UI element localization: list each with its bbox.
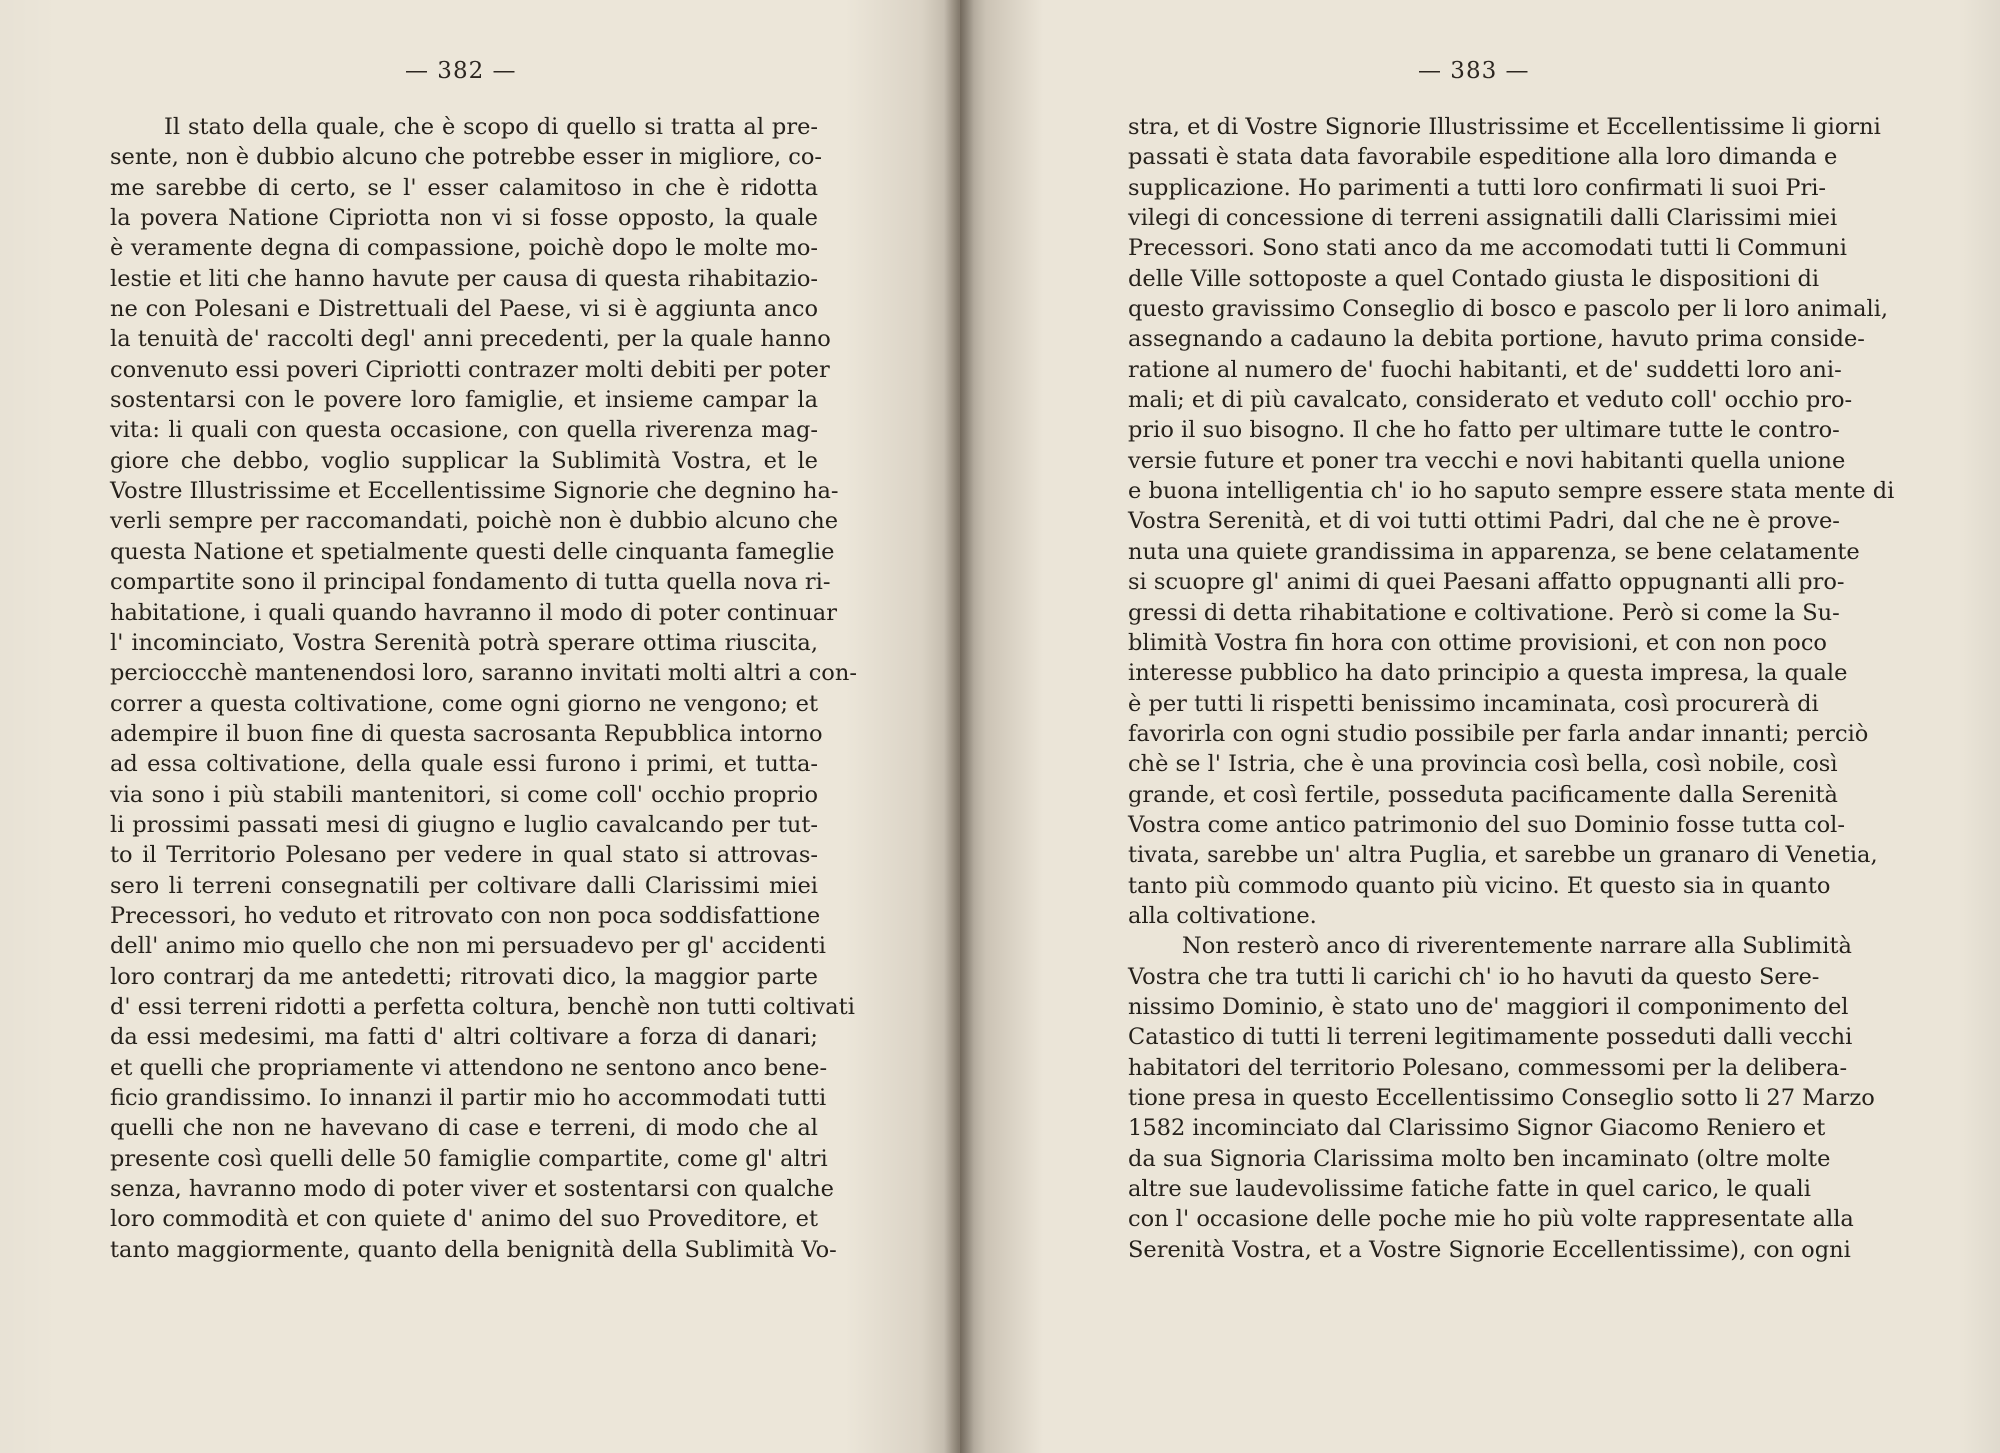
text-line: con l' occasione delle poche mie ho più volte rappresentate alla bbox=[1128, 1206, 1854, 1233]
text-line: gressi di detta rihabitatione e coltivatione. Però si come la Su- bbox=[1128, 599, 1840, 626]
text-line: tanto maggiormente, quanto della benignità della Sublimità Vo- bbox=[110, 1236, 837, 1263]
text-line: compartite sono il principal fondamento di tutta quella nova ri- bbox=[110, 569, 831, 596]
text-line: versie future et poner tra vecchi e novi habitanti quella unione bbox=[1128, 447, 1846, 474]
text-line: verli sempre per raccomandati, poichè non è dubbio alcuno che bbox=[110, 508, 839, 535]
text-line: ficio grandissimo. Io innanzi il partir mio ho accommodati tutti bbox=[110, 1085, 827, 1111]
text-line: si scuopre gl' animi di quei Paesani affatto oppugnanti alli pro- bbox=[1128, 569, 1845, 596]
text-line: stra, et di Vostre Signorie Illustrissime et Eccellentissime li giorni bbox=[1128, 114, 1881, 140]
text-line: prio il suo bisogno. Il che ho fatto per ultimare tutte le contro- bbox=[1128, 417, 1840, 444]
text-line: mali; et di più cavalcato, considerato et veduto coll' occhio pro- bbox=[1128, 387, 1853, 414]
text-line: è veramente degna di compassione, poichè dopo le molte mo- bbox=[110, 235, 818, 262]
left-page-text bbox=[110, 112, 857, 1265]
text-line: nuta una quiete grandissima in apparenza, se bene celatamente bbox=[1128, 538, 1860, 565]
text-line: li prossimi passati mesi di giugno e luglio cavalcando per tut- bbox=[110, 811, 818, 838]
text-line: delle Ville sottoposte a quel Contado giusta le dispositioni di bbox=[1128, 265, 1820, 292]
text-line: loro contrarj da me antedetti; ritrovati dico, la maggior parte bbox=[110, 963, 818, 990]
text-line: grande, et così fertile, posseduta pacificamente dalla Serenità bbox=[1128, 781, 1838, 808]
text-line: habitatione, i quali quando havranno il modo di poter continuar bbox=[110, 599, 837, 626]
text-line: è per tutti li rispetti benissimo incaminata, così procurerà di bbox=[1128, 690, 1819, 717]
text-line: assegnando a cadauno la debita portione, havuto prima conside- bbox=[1128, 326, 1865, 353]
text-line: la povera Natione Cipriotta non vi si fosse opposto, la quale bbox=[110, 205, 818, 232]
text-line: lestie et liti che hanno havute per causa di questa rihabitazio- bbox=[110, 265, 818, 292]
text-line: questo gravissimo Conseglio di bosco e pascolo per li loro animali, bbox=[1128, 296, 1889, 323]
text-line: interesse pubblico ha dato principio a questa impresa, la quale bbox=[1128, 660, 1848, 687]
text-line: passati è stata data favorabile espeditione alla loro dimanda e bbox=[1128, 144, 1838, 171]
text-line: ratione al numero de' fuochi habitanti, et de' suddetti loro ani- bbox=[1128, 356, 1842, 383]
text-line: tione presa in questo Eccellentissimo Conseglio sotto li 27 Marzo bbox=[1128, 1085, 1875, 1111]
left-page bbox=[0, 0, 960, 1453]
text-line: ad essa coltivatione, della quale essi furono i primi, et tutta- bbox=[110, 751, 818, 778]
text-line: sente, non è dubbio alcuno che potrebbe esser in migliore, co- bbox=[110, 144, 823, 171]
text-line: Vostra come antico patrimonio del suo Dominio fosse tutta col- bbox=[1128, 811, 1845, 838]
text-line: e buona intelligentia ch' io ho saputo sempre essere stata mente di bbox=[1128, 478, 1895, 505]
text-line: Catastico di tutti li terreni legitimamente posseduti dalli vecchi bbox=[1128, 1024, 1853, 1051]
text-line: favorirla con ogni studio possibile per farla andar innanti; perciò bbox=[1128, 720, 1869, 747]
text-line: Vostra Serenità, et di voi tutti ottimi Padri, dal che ne è prove- bbox=[1128, 508, 1840, 535]
text-line: dell' animo mio quello che non mi persuadevo per gl' accidenti bbox=[110, 933, 826, 960]
text-line: via sono i più stabili mantenitori, si come coll' occhio proprio bbox=[110, 781, 818, 808]
left-page-number: — 382 — bbox=[405, 58, 517, 84]
right-page-number: — 383 — bbox=[1418, 58, 1530, 84]
text-line: da essi medesimi, ma fatti d' altri coltivare a forza di danari; bbox=[110, 1024, 818, 1051]
text-line: Il stato della quale, che è scopo di quello si tratta al pre- bbox=[164, 114, 818, 140]
text-line: correr a questa coltivatione, come ogni giorno ne vengono; et bbox=[110, 690, 818, 717]
text-line: chè se l' Istria, che è una provincia così bella, così nobile, così bbox=[1128, 751, 1838, 778]
text-line: loro commodità et con quiete d' animo del suo Proveditore, et bbox=[110, 1206, 818, 1233]
text-line: habitatori del territorio Polesano, commessomi per la delibera- bbox=[1128, 1054, 1848, 1081]
text-line: Vostre Illustrissime et Eccellentissime Signorie che degnino ha- bbox=[110, 478, 839, 505]
text-line: Serenità Vostra, et a Vostre Signorie Eccellentissime), con ogni bbox=[1128, 1236, 1851, 1263]
text-line: me sarebbe di certo, se l' esser calamitoso in che è ridotta bbox=[110, 174, 818, 201]
text-line: quelli che non ne havevano di case e terreni, di modo che al bbox=[110, 1115, 818, 1142]
text-line: 1582 incominciato dal Clarissimo Signor Giacomo Reniero et bbox=[1128, 1115, 1826, 1142]
text-line: altre sue laudevolissime fatiche fatte in quel carico, le quali bbox=[1128, 1176, 1811, 1203]
text-line: sero li terreni consegnatili per coltivare dalli Clarissimi miei bbox=[110, 872, 818, 899]
text-line: nissimo Dominio, è stato uno de' maggiori il componimento del bbox=[1128, 993, 1849, 1020]
text-line: to il Territorio Polesano per vedere in qual stato si attrovas- bbox=[110, 842, 818, 869]
text-line: senza, havranno modo di poter viver et sostentarsi con qualche bbox=[110, 1176, 834, 1203]
text-line: Non resterò anco di riverentemente narrare alla Sublimità bbox=[1182, 933, 1852, 960]
text-line: adempire il buon fine di questa sacrosanta Repubblica intorno bbox=[110, 720, 823, 747]
text-line: giore che debbo, voglio supplicar la Sublimità Vostra, et le bbox=[110, 447, 818, 474]
text-line: sostentarsi con le povere loro famiglie, et insieme campar la bbox=[110, 387, 818, 414]
text-line: presente così quelli delle 50 famiglie compartite, come gl' altri bbox=[110, 1145, 828, 1172]
text-line: Precessori, ho veduto et ritrovato con non poca soddisfattione bbox=[110, 902, 821, 929]
text-line: vilegi di concessione di terreni assignatili dalli Clarissimi miei bbox=[1128, 205, 1838, 232]
text-line: alla coltivatione. bbox=[1128, 902, 1317, 929]
text-line: vita: li quali con questa occasione, con quella riverenza mag- bbox=[110, 417, 818, 444]
text-line: et quelli che propriamente vi attendono ne sentono anco bene- bbox=[110, 1054, 828, 1081]
text-line: Vostra che tra tutti li carichi ch' io ho havuti da questo Sere- bbox=[1128, 963, 1820, 990]
text-line: questa Natione et spetialmente questi delle cinquanta fameglie bbox=[110, 538, 835, 565]
text-line: tivata, sarebbe un' altra Puglia, et sarebbe un granaro di Venetia, bbox=[1128, 842, 1878, 869]
text-line: supplicazione. Ho parimenti a tutti loro confirmati li suoi Pri- bbox=[1128, 174, 1827, 201]
text-line: la tenuità de' raccolti degl' anni precedenti, per la quale hanno bbox=[110, 326, 831, 353]
right-page bbox=[960, 0, 2000, 1453]
text-line: convenuto essi poveri Cipriotti contrazer molti debiti per poter bbox=[110, 356, 830, 383]
text-line: percioccchè mantenendosi loro, saranno invitati molti altri a con- bbox=[110, 660, 857, 687]
text-line: d' essi terreni ridotti a perfetta coltura, benchè non tutti coltivati bbox=[110, 993, 855, 1020]
text-line: da sua Signoria Clarissima molto ben incaminato (oltre molte bbox=[1128, 1145, 1831, 1172]
text-line: ne con Polesani e Distrettuali del Paese, vi si è aggiunta anco bbox=[110, 296, 818, 323]
right-page-text bbox=[1128, 112, 1895, 1265]
text-line: blimità Vostra fin hora con ottime provisioni, et con non poco bbox=[1128, 629, 1827, 656]
text-line: tanto più commodo quanto più vicino. Et questo sia in quanto bbox=[1128, 872, 1831, 899]
text-line: l' incominciato, Vostra Serenità potrà sperare ottima riuscita, bbox=[110, 629, 818, 656]
text-line: Precessori. Sono stati anco da me accomodati tutti li Communi bbox=[1128, 235, 1847, 262]
